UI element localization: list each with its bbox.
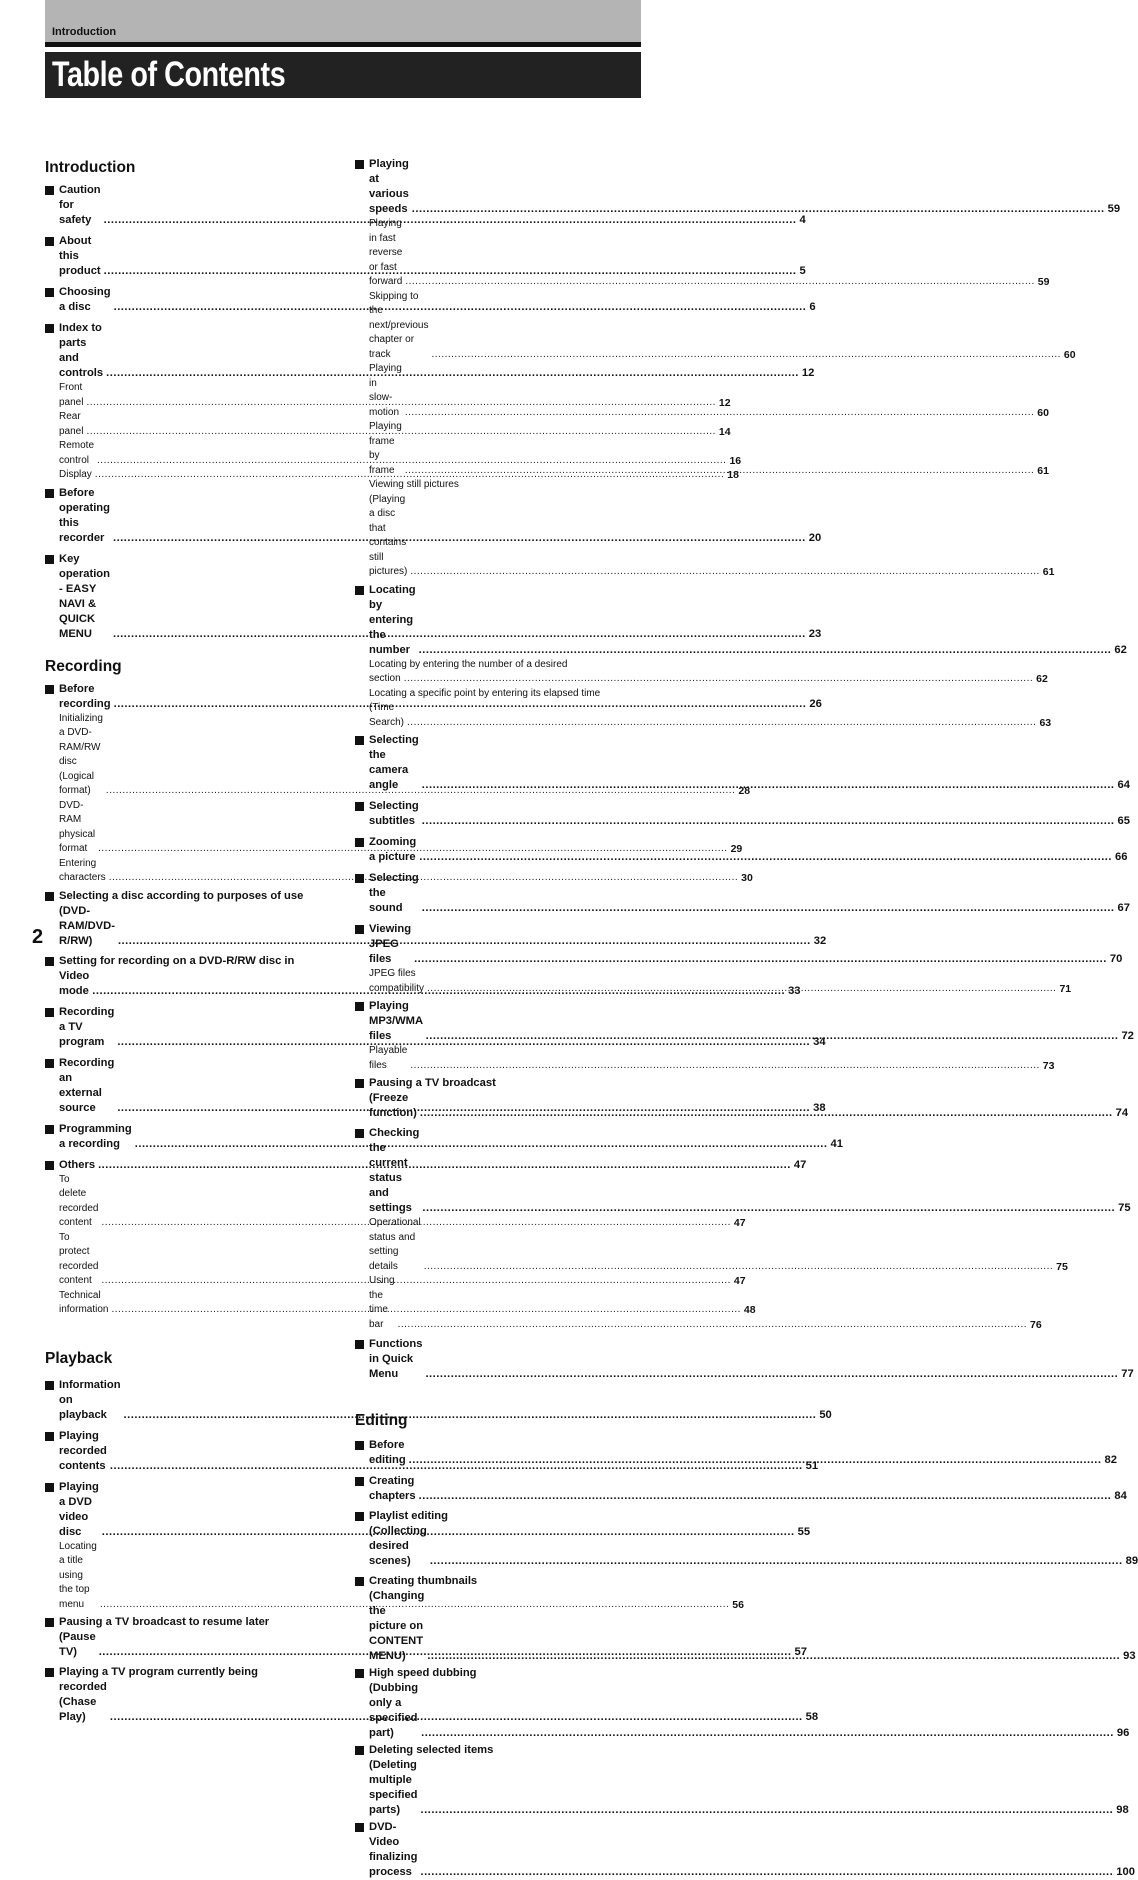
- square-bullet-icon: [45, 1483, 54, 1492]
- entry-label-cont: (Dubbing only a specified part): [369, 1682, 422, 1739]
- entry-label: About this product: [59, 235, 101, 277]
- leader-dots: [405, 275, 1034, 290]
- entry-label-cont: (DVD-RAM/DVD-R/RW): [59, 904, 115, 947]
- entry-page: 72: [1121, 1030, 1134, 1042]
- toc-subentry[interactable]: [355, 658, 1048, 687]
- entry-page: 4: [799, 214, 806, 226]
- entry-page: 65: [1117, 815, 1130, 827]
- leader-dots: [425, 1367, 1118, 1382]
- leader-dots: [419, 643, 1112, 658]
- toc-entry[interactable]: [45, 285, 816, 315]
- leader-dots: [420, 1865, 1113, 1880]
- square-bullet-icon: [355, 1079, 364, 1088]
- toc-subentry[interactable]: [45, 468, 739, 483]
- subentry-label: Playing frame by frame: [369, 421, 405, 476]
- leader-dots: [426, 1029, 1119, 1044]
- entry-label: Checking the current status and settings: [369, 1127, 423, 1214]
- entry-label: DVD-Video finalizing process: [369, 1821, 421, 1878]
- toc-subentry[interactable]: [45, 857, 753, 886]
- square-bullet-icon: [45, 892, 54, 901]
- entry-page: 12: [801, 367, 815, 379]
- square-bullet-icon: [45, 1618, 54, 1627]
- subentry-page: 47: [733, 1275, 746, 1287]
- leader-dots: [424, 1260, 1053, 1275]
- entry-page: 47: [793, 1158, 807, 1171]
- square-bullet-icon: [355, 1823, 364, 1832]
- toc-subentry[interactable]: [45, 1173, 746, 1231]
- subentry-page: 60: [1063, 348, 1076, 361]
- subentry-label: DVD-RAM physical format: [59, 799, 98, 854]
- entry-label: Playing at various speeds: [369, 158, 412, 215]
- entry-label: Others: [59, 1158, 96, 1171]
- subentry-label: Playable files: [369, 1045, 411, 1071]
- leader-dots: [422, 901, 1115, 916]
- square-bullet-icon: [45, 489, 54, 498]
- square-bullet-icon: [45, 1125, 54, 1134]
- square-bullet-icon: [355, 1129, 364, 1138]
- subentry-page: 61: [1042, 566, 1055, 578]
- subentry-page: 59: [1037, 276, 1050, 288]
- entry-label: Caution for safety: [59, 184, 104, 226]
- entry-label: Recording an external source: [59, 1056, 118, 1114]
- toc-entry[interactable]: [45, 1158, 807, 1173]
- entry-label-cont: (Collecting desired scenes): [369, 1525, 430, 1567]
- entry-label: Viewing JPEG files: [369, 923, 415, 965]
- section-title-editing: Editing: [355, 1412, 408, 1429]
- subentry-page: 28: [738, 785, 751, 797]
- entry-label: Creating chapters: [369, 1475, 418, 1502]
- entry-page: 66: [1115, 851, 1128, 863]
- subentry-label: Skipping to the next/previous chapter or track: [369, 290, 432, 360]
- entry-label: Selecting the sound: [369, 872, 422, 914]
- toc-entry[interactable]: [355, 1743, 1129, 1818]
- square-bullet-icon: [45, 957, 54, 966]
- subentry-page: 62: [1036, 673, 1048, 685]
- subentry-page: 30: [741, 872, 753, 884]
- subentry-page: 14: [718, 425, 731, 438]
- subentry-label: Using the time bar: [369, 1275, 398, 1330]
- entry-label: Programming a recording: [59, 1122, 135, 1150]
- subentry-label: Remote control: [59, 440, 97, 466]
- subentry-label: Entering characters: [59, 857, 106, 883]
- subentry-label: Technical information: [59, 1289, 109, 1315]
- leader-dots: [427, 982, 1056, 997]
- square-bullet-icon: [45, 324, 54, 333]
- subentry-label: Front panel: [59, 382, 86, 408]
- toc-entry[interactable]: [355, 799, 1130, 829]
- subentry-page: 63: [1039, 716, 1052, 729]
- entry-label: Playlist editing: [369, 1510, 448, 1522]
- toc-entry[interactable]: [355, 1337, 1134, 1382]
- page-number: 2: [32, 926, 44, 948]
- subentry-label: Playing in slow-motion: [369, 363, 405, 418]
- entry-label: Recording a TV program: [59, 1005, 118, 1048]
- leader-dots: [420, 1106, 1113, 1121]
- entry-label-cont: (Freeze function): [369, 1092, 417, 1119]
- subentry-label: To protect recorded content: [59, 1231, 102, 1286]
- subentry-label: Rear panel: [59, 411, 84, 437]
- entry-label: Information on playback: [59, 1378, 124, 1421]
- entry-label: Functions in Quick Menu: [369, 1338, 426, 1380]
- entry-label: High speed dubbing: [369, 1667, 477, 1679]
- entry-label-cont: (Pause TV): [59, 1631, 99, 1658]
- square-bullet-icon: [45, 1381, 54, 1390]
- subentry-label: Initializing a DVD-RAM/RW disc (Logical format): [59, 712, 106, 796]
- entry-label-cont: (Deleting multiple specified parts): [369, 1759, 421, 1816]
- entry-page: 6: [809, 301, 816, 313]
- leader-dots: [421, 1726, 1114, 1741]
- subentry-page: 75: [1056, 1260, 1068, 1273]
- entry-page: 23: [808, 627, 822, 640]
- subentry-page: 29: [730, 843, 743, 855]
- leader-dots: [419, 1489, 1112, 1504]
- leader-dots: [410, 565, 1039, 580]
- toc-subentry[interactable]: [355, 1044, 1055, 1073]
- header-bar: [45, 0, 641, 43]
- subentry-page: 71: [1059, 982, 1072, 995]
- entry-page: 59: [1107, 203, 1121, 215]
- entry-page: 41: [830, 1137, 843, 1150]
- subentry-page: 48: [743, 1304, 756, 1316]
- square-bullet-icon: [355, 1669, 364, 1678]
- leader-dots: [404, 672, 1033, 687]
- subentry-label: Playing in fast reverse or fast forward: [369, 218, 406, 287]
- entry-page: 100: [1116, 1866, 1135, 1878]
- square-bullet-icon: [45, 237, 54, 246]
- square-bullet-icon: [355, 1512, 364, 1521]
- leader-dots: [414, 952, 1107, 967]
- subentry-label-cont: (Playing a disc that contains still pictures): [369, 493, 410, 577]
- leader-dots: [422, 778, 1115, 793]
- square-bullet-icon: [355, 1477, 364, 1486]
- entry-page: 20: [808, 531, 822, 544]
- subentry-label: Viewing still pictures: [369, 479, 459, 490]
- toc-subentry[interactable]: [355, 217, 1050, 290]
- square-bullet-icon: [45, 685, 54, 694]
- subentry-label: JPEG files compatibility: [369, 968, 425, 994]
- subentry-page: 60: [1037, 406, 1049, 419]
- entry-label: Creating thumbnails: [369, 1575, 478, 1587]
- entry-page: 55: [797, 1525, 811, 1538]
- section-title-introduction: Introduction: [45, 159, 136, 176]
- section-label: Introduction: [52, 26, 117, 38]
- entry-page: 38: [813, 1101, 826, 1114]
- subentry-label: Operational status and setting details: [369, 1217, 424, 1272]
- entry-label: Before editing: [369, 1439, 408, 1466]
- leader-dots: [422, 814, 1115, 829]
- leader-dots: [405, 406, 1034, 421]
- subentry-label: Display: [59, 469, 92, 480]
- leader-dots: [431, 348, 1060, 363]
- square-bullet-icon: [355, 838, 364, 847]
- square-bullet-icon: [45, 1161, 54, 1170]
- square-bullet-icon: [355, 586, 364, 595]
- leader-dots: [422, 1201, 1115, 1216]
- entry-page: 34: [813, 1035, 826, 1048]
- square-bullet-icon: [355, 1002, 364, 1011]
- entry-page: 82: [1104, 1454, 1117, 1466]
- leader-dots: [427, 1649, 1120, 1664]
- entry-label: Selecting a disc according to purposes of use: [59, 889, 304, 902]
- leader-dots: [419, 850, 1112, 865]
- section-title-playback: Playback: [45, 1349, 113, 1367]
- entry-page: 33: [788, 984, 801, 997]
- square-bullet-icon: [355, 1746, 364, 1755]
- entry-page: 75: [1118, 1202, 1131, 1214]
- subentry-label-cont: (Time Search): [369, 702, 405, 728]
- leader-dots: [410, 1059, 1039, 1074]
- subentry-page: 18: [727, 469, 739, 481]
- entry-label: Playing a TV program currently being: [59, 1666, 258, 1678]
- entry-page: 84: [1114, 1490, 1127, 1502]
- entry-page: 51: [805, 1459, 819, 1472]
- entry-page: 58: [805, 1711, 819, 1723]
- toc-entry[interactable]: [355, 157, 1121, 217]
- entry-page: 26: [809, 697, 822, 710]
- subentry-label: Locating a title using the top menu: [59, 1540, 100, 1610]
- entry-label: Before recording: [59, 682, 111, 710]
- square-bullet-icon: [45, 288, 54, 297]
- square-bullet-icon: [355, 1577, 364, 1586]
- entry-page: 96: [1116, 1727, 1130, 1739]
- entry-page: 5: [799, 265, 806, 277]
- leader-dots: [412, 202, 1105, 217]
- entry-label: Choosing a disc: [59, 286, 114, 313]
- entry-label: Before operating this recorder: [59, 486, 114, 544]
- entry-label-cont: (Changing the picture on CONTENT MENU): [369, 1590, 428, 1662]
- square-bullet-icon: [355, 1340, 364, 1349]
- entry-page: 77: [1121, 1368, 1134, 1380]
- square-bullet-icon: [355, 925, 364, 934]
- entry-page: 50: [819, 1408, 832, 1421]
- toc-subentry[interactable]: [355, 290, 1076, 363]
- entry-page: 67: [1117, 902, 1130, 914]
- entry-page: 62: [1114, 643, 1127, 656]
- square-bullet-icon: [355, 1441, 364, 1450]
- toc-entry[interactable]: [355, 1474, 1127, 1504]
- entry-label: Index to parts and controls: [59, 322, 105, 379]
- square-bullet-icon: [45, 1059, 54, 1068]
- toc-entry[interactable]: [45, 1122, 843, 1152]
- entry-page: 98: [1116, 1804, 1129, 1816]
- subentry-label-cont: section: [369, 673, 401, 684]
- leader-dots: [407, 716, 1036, 731]
- entry-label: Pausing a TV broadcast to resume later: [59, 1616, 270, 1628]
- leader-dots: [398, 1318, 1027, 1333]
- section-title-recording: Recording: [45, 657, 122, 675]
- entry-label: Zooming a picture: [369, 836, 420, 863]
- subentry-page: 47: [733, 1217, 746, 1229]
- toc-subentry[interactable]: [45, 410, 731, 439]
- leader-dots: [421, 1803, 1114, 1818]
- square-bullet-icon: [45, 1432, 54, 1441]
- entry-page: 64: [1117, 779, 1130, 791]
- square-bullet-icon: [45, 1668, 54, 1677]
- toc-entry[interactable]: [355, 1820, 1135, 1880]
- page-title: Table of Contents: [52, 55, 286, 94]
- subentry-page: 61: [1037, 464, 1049, 477]
- entry-label-cont: recorded (Chase Play): [59, 1681, 110, 1723]
- entry-label: Selecting subtitles: [369, 800, 422, 827]
- subentry-page: 12: [718, 396, 731, 409]
- subentry-label: To delete recorded content: [59, 1173, 102, 1228]
- square-bullet-icon: [355, 160, 364, 169]
- leader-dots: [405, 464, 1034, 479]
- square-bullet-icon: [355, 736, 364, 745]
- entry-label: Setting for recording on a DVD-R/RW disc in: [59, 954, 295, 967]
- subentry-label: Locating a specific point by entering its elapsed time: [369, 687, 601, 699]
- leader-dots: [409, 1453, 1102, 1468]
- entry-label: Pausing a TV broadcast: [369, 1077, 496, 1089]
- subentry-page: 56: [732, 1598, 744, 1611]
- subentry-page: 73: [1042, 1059, 1055, 1072]
- square-bullet-icon: [45, 1008, 54, 1017]
- entry-label: Playing a DVD video disc: [59, 1480, 102, 1538]
- entry-page: 74: [1115, 1107, 1129, 1119]
- subentry-page: 16: [729, 454, 742, 467]
- square-bullet-icon: [45, 186, 54, 195]
- entry-label-cont: Video mode: [59, 969, 93, 997]
- entry-page: 70: [1109, 953, 1123, 965]
- entry-label: Selecting the camera angle: [369, 734, 422, 791]
- entry-page: 93: [1123, 1650, 1136, 1662]
- entry-label: Playing MP3/WMA files: [369, 1000, 426, 1042]
- square-bullet-icon: [355, 874, 364, 883]
- entry-page: 89: [1125, 1555, 1138, 1567]
- header-rule: [45, 42, 641, 47]
- entry-label: Playing recorded contents: [59, 1429, 110, 1472]
- entry-page: 32: [813, 934, 827, 947]
- entry-label: Locating by entering the number: [369, 583, 419, 656]
- leader-dots: [430, 1554, 1123, 1569]
- entry-label: Deleting selected items: [369, 1744, 494, 1756]
- subentry-page: 76: [1030, 1318, 1042, 1331]
- entry-label: Key operation - EASY NAVI & QUICK MENU: [59, 552, 114, 640]
- entry-page: 57: [794, 1646, 807, 1658]
- square-bullet-icon: [45, 555, 54, 564]
- subentry-label: Locating by entering the number of a desired: [369, 658, 568, 670]
- square-bullet-icon: [355, 802, 364, 811]
